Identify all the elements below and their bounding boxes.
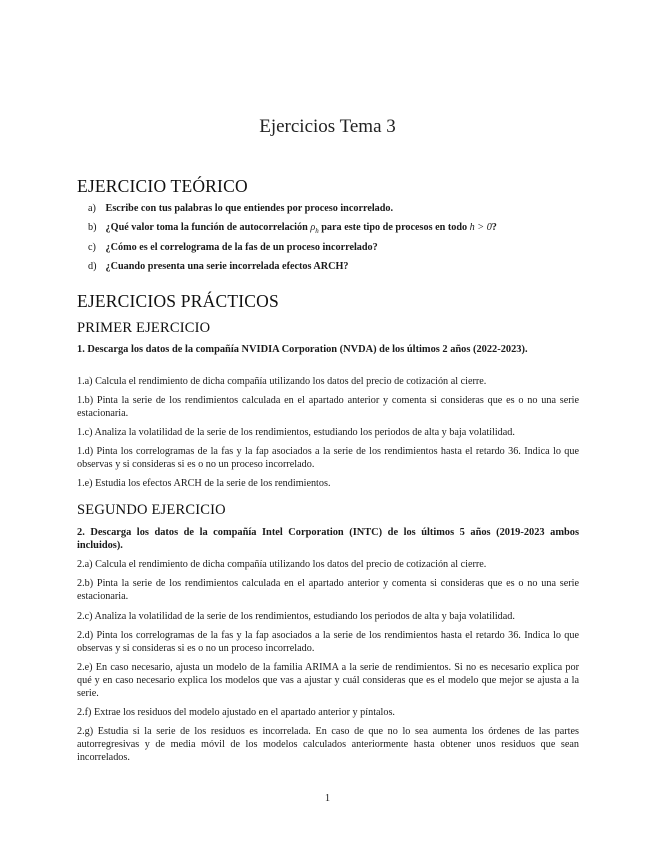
question-text: Escribe con tus palabras lo que entiendes por proceso incorrelado. xyxy=(105,203,394,214)
exercise-statement: 1. Descarga los datos de la compañía NVIDIA Corporation (NVDA) de los últimos 2 años (2022-2023). xyxy=(77,344,528,355)
exercise-item: 1.d) Pinta los correlogramas de la fas y la fap asociados a la serie de los rendimientos hasta el retardo 36. Indica lo que observas y si consideras si es o no un proceso incorrelado. xyxy=(77,446,579,470)
exercise-item: 2.e) En caso necesario, ajusta un modelo de la familia ARIMA a la serie de rendimientos. Si no es necesario explica por qué y en caso necesario explica los modelos que vas a ajustar y cuál consideras que es el modelo que mejor se ajusta a la serie. xyxy=(77,662,579,699)
list-marker: c) xyxy=(88,241,96,253)
question-text: ¿Cuando presenta una serie incorrelada efectos ARCH? xyxy=(105,260,349,272)
list-marker: b) xyxy=(88,222,97,234)
exercise-item: 2.b) Pinta la serie de los rendimientos calculada en el apartado anterior y comenta si consideras que es o no una serie estacionaria. xyxy=(77,578,579,602)
list-marker: d) xyxy=(88,260,97,272)
exercise-item: 1.a) Calcula el rendimiento de dicha compañía utilizando los datos del precio de cotización al cierre. xyxy=(77,376,487,387)
section-heading-theory: EJERCICIO TEÓRICO xyxy=(77,176,248,196)
exercise-item: 1.b) Pinta la serie de los rendimientos calculada en el apartado anterior y comenta si consideras que es o no una serie estacionaria. xyxy=(77,395,579,419)
question-text: ¿Cómo es el correlograma de la fas de un proceso incorrelado? xyxy=(105,241,378,253)
subsection-heading-first: PRIMER EJERCICIO xyxy=(77,320,211,336)
list-item xyxy=(88,261,588,280)
exercise-item: 2.c) Analiza la volatilidad de la serie de los rendimientos, estudiando los periodos de alta y baja volatilidad. xyxy=(77,611,515,622)
subsection-heading-second: SEGUNDO EJERCICIO xyxy=(77,502,226,518)
list-marker: a) xyxy=(88,203,96,214)
exercise-item: 2.a) Calcula el rendimiento de dicha compañía utilizando los datos del precio de cotización al cierre. xyxy=(77,559,487,570)
list-item xyxy=(88,242,588,261)
exercise-item: 1.e) Estudia los efectos ARCH de la serie de los rendimientos. xyxy=(77,478,331,489)
exercise-statement: 2. Descarga los datos de la compañía Intel Corporation (INTC) de los últimos 5 años (2019-2023 ambos incluidos). xyxy=(77,527,579,551)
question-text-part: para este tipo de procesos en todo xyxy=(321,222,468,234)
math-condition: h > 0 xyxy=(469,222,492,234)
math-rho: $\rho_h$ xyxy=(310,222,319,236)
page-title: Ejercicios Tema 3 xyxy=(259,116,396,137)
list-item xyxy=(88,203,588,222)
page-number: 1 xyxy=(324,793,331,804)
exercise-item: 2.d) Pinta los correlogramas de la fas y la fap asociados a la serie de los rendimientos hasta el retardo 36. Indica lo que observas y si consideras si es o no un proceso incorrelado. xyxy=(77,630,579,654)
theory-question-list xyxy=(88,203,588,280)
exercise-item: 2.g) Estudia si la serie de los residuos es incorrelada. En caso de que no lo sea aumenta los órdenes de las partes autorregresivas y de media móvil de los modelos calculados anteriormente hasta obtener unos residuos que sean incorrelados. xyxy=(77,726,579,763)
exercise-item: 2.f) Extrae los residuos del modelo ajustado en el apartado anterior y píntalos. xyxy=(77,707,395,718)
exercise-item: 1.c) Analiza la volatilidad de la serie de los rendimientos, estudiando los periodos de alta y baja volatilidad. xyxy=(77,427,515,438)
question-mark: ? xyxy=(491,222,497,234)
list-item xyxy=(88,222,588,241)
section-heading-practice: EJERCICIOS PRÁCTICOS xyxy=(77,291,279,311)
question-text-part: ¿Qué valor toma la función de autocorrelación xyxy=(105,222,308,234)
question-text xyxy=(105,222,497,236)
